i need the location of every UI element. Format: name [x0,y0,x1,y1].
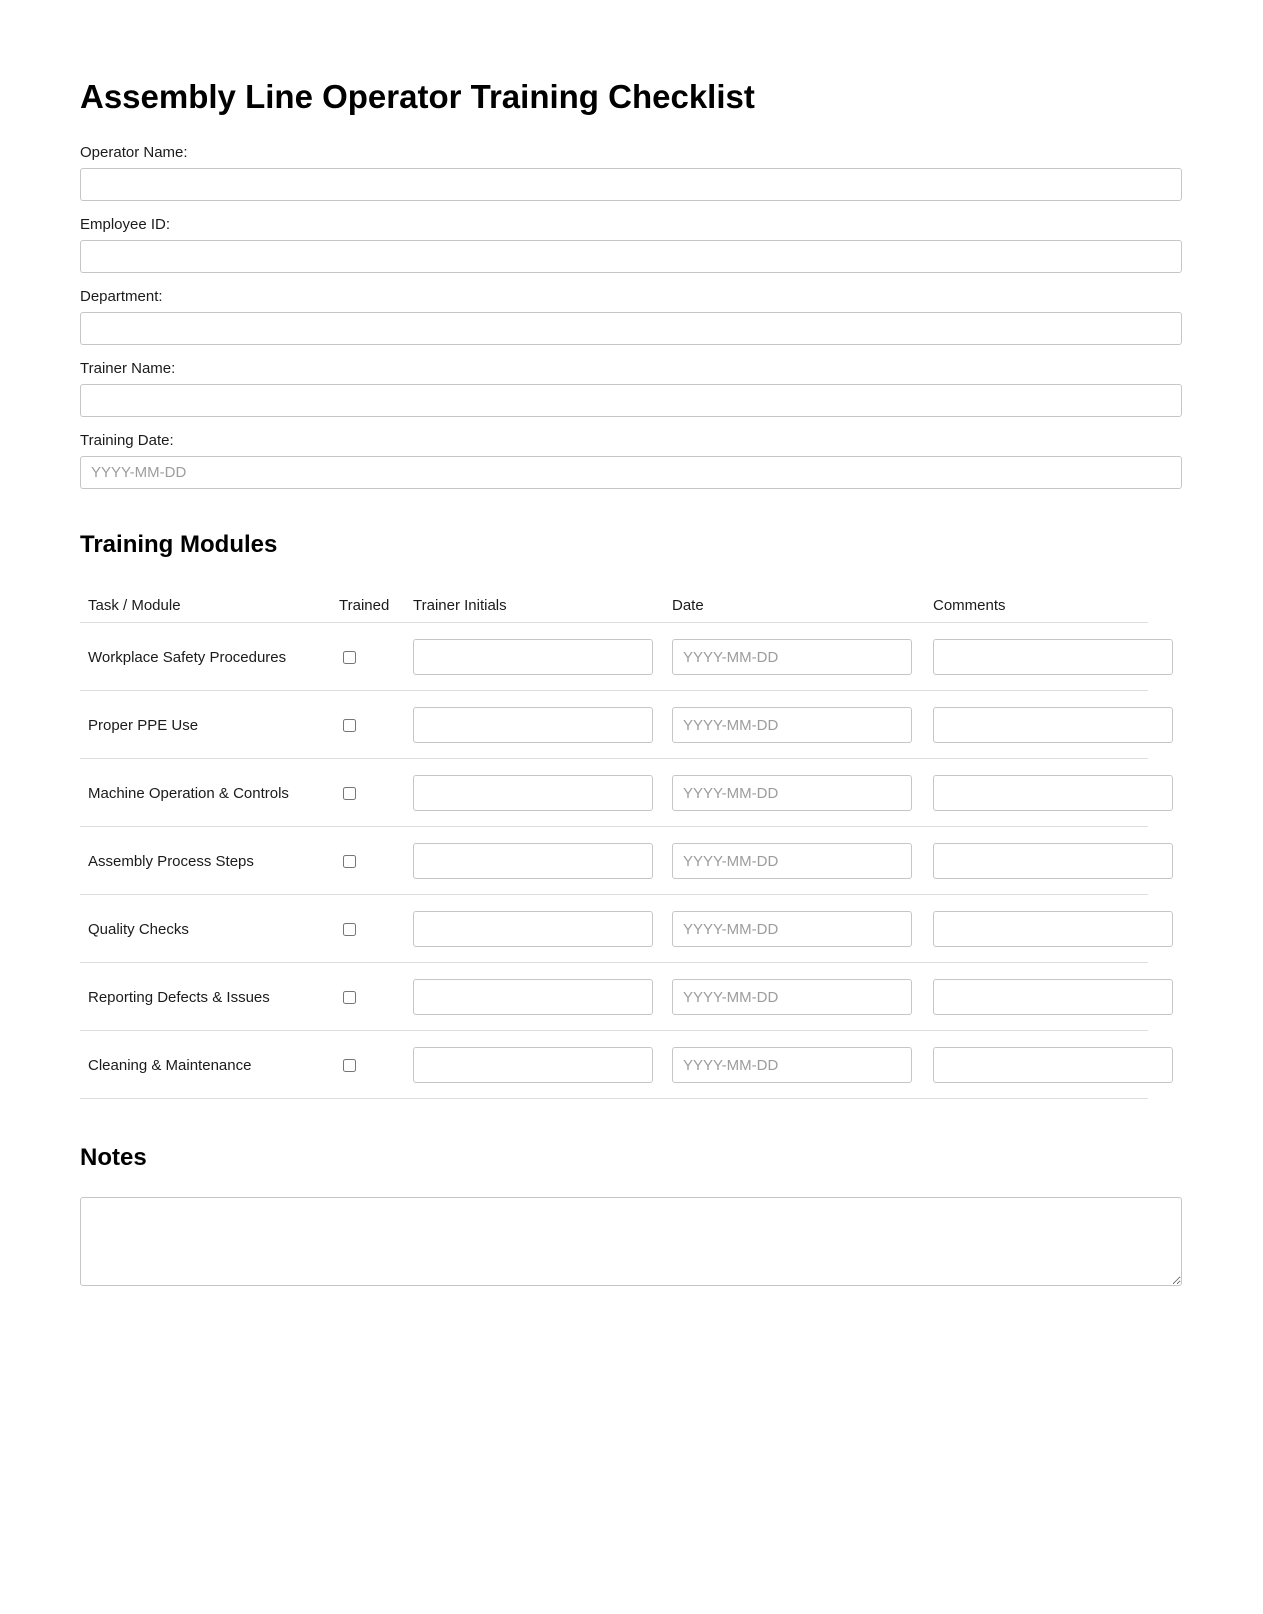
module-date-input[interactable] [672,775,912,811]
notes-heading: Notes [80,1144,147,1171]
trained-checkbox[interactable] [343,651,356,664]
comments-input[interactable] [933,911,1173,947]
training-date-input[interactable] [80,456,1182,489]
trained-checkbox[interactable] [343,923,356,936]
employee-id-input[interactable] [80,240,1182,273]
module-row [80,623,1182,691]
column-header-comments-label: Comments [933,596,1006,614]
module-task-label: Machine Operation & Controls [88,784,289,802]
training-modules-table [80,587,1182,1099]
module-date-input[interactable] [672,639,912,675]
column-header-comments [924,597,1182,614]
column-header-task [80,597,335,614]
trainer-initials-input[interactable] [413,639,653,675]
notes-textarea[interactable] [80,1197,1182,1286]
module-date-input[interactable] [672,843,912,879]
module-row [80,1031,1182,1099]
column-header-trained [335,597,405,614]
trainer-initials-input[interactable] [413,1047,653,1083]
table-body [80,623,1182,1099]
module-date-input[interactable] [672,1047,912,1083]
module-date-input[interactable] [672,979,912,1015]
training-checklist-page [80,0,1182,1286]
trained-checkbox[interactable] [343,991,356,1004]
trained-checkbox[interactable] [343,787,356,800]
module-row [80,691,1182,759]
module-row [80,895,1182,963]
module-task-label: Workplace Safety Procedures [88,648,287,666]
module-task-label: Quality Checks [88,920,189,938]
comments-input[interactable] [933,979,1173,1015]
column-header-date-label: Date [672,596,704,614]
comments-input[interactable] [933,843,1173,879]
operator-name-label: Operator Name: [80,144,188,161]
trainer-initials-input[interactable] [413,979,653,1015]
training-modules-heading: Training Modules [80,531,278,558]
page-title: Assembly Line Operator Training Checklist [80,78,755,115]
comments-input[interactable] [933,639,1173,675]
trainer-initials-input[interactable] [413,843,653,879]
module-row [80,759,1182,827]
department-label: Department: [80,288,163,305]
column-header-task-label: Task / Module [88,596,181,614]
module-row [80,827,1182,895]
module-task-label: Cleaning & Maintenance [88,1056,252,1074]
column-header-initials [405,597,663,614]
comments-input[interactable] [933,1047,1173,1083]
trainer-name-input[interactable] [80,384,1182,417]
column-header-date [663,597,924,614]
column-header-trained-label: Trained [339,596,390,614]
trained-checkbox[interactable] [343,719,356,732]
trainer-initials-input[interactable] [413,707,653,743]
module-date-input[interactable] [672,911,912,947]
employee-id-label: Employee ID: [80,216,171,233]
module-task-label: Reporting Defects & Issues [88,988,270,1006]
trainer-name-label: Trainer Name: [80,360,176,377]
module-task-label: Proper PPE Use [88,716,199,734]
training-date-label: Training Date: [80,432,174,449]
comments-input[interactable] [933,707,1173,743]
module-date-input[interactable] [672,707,912,743]
module-task-label: Assembly Process Steps [88,852,254,870]
trainer-initials-input[interactable] [413,911,653,947]
comments-input[interactable] [933,775,1173,811]
trainer-initials-input[interactable] [413,775,653,811]
department-input[interactable] [80,312,1182,345]
module-row [80,963,1182,1031]
operator-name-input[interactable] [80,168,1182,201]
table-header-row [80,587,1182,623]
trained-checkbox[interactable] [343,1059,356,1072]
trained-checkbox[interactable] [343,855,356,868]
column-header-initials-label: Trainer Initials [413,596,507,614]
